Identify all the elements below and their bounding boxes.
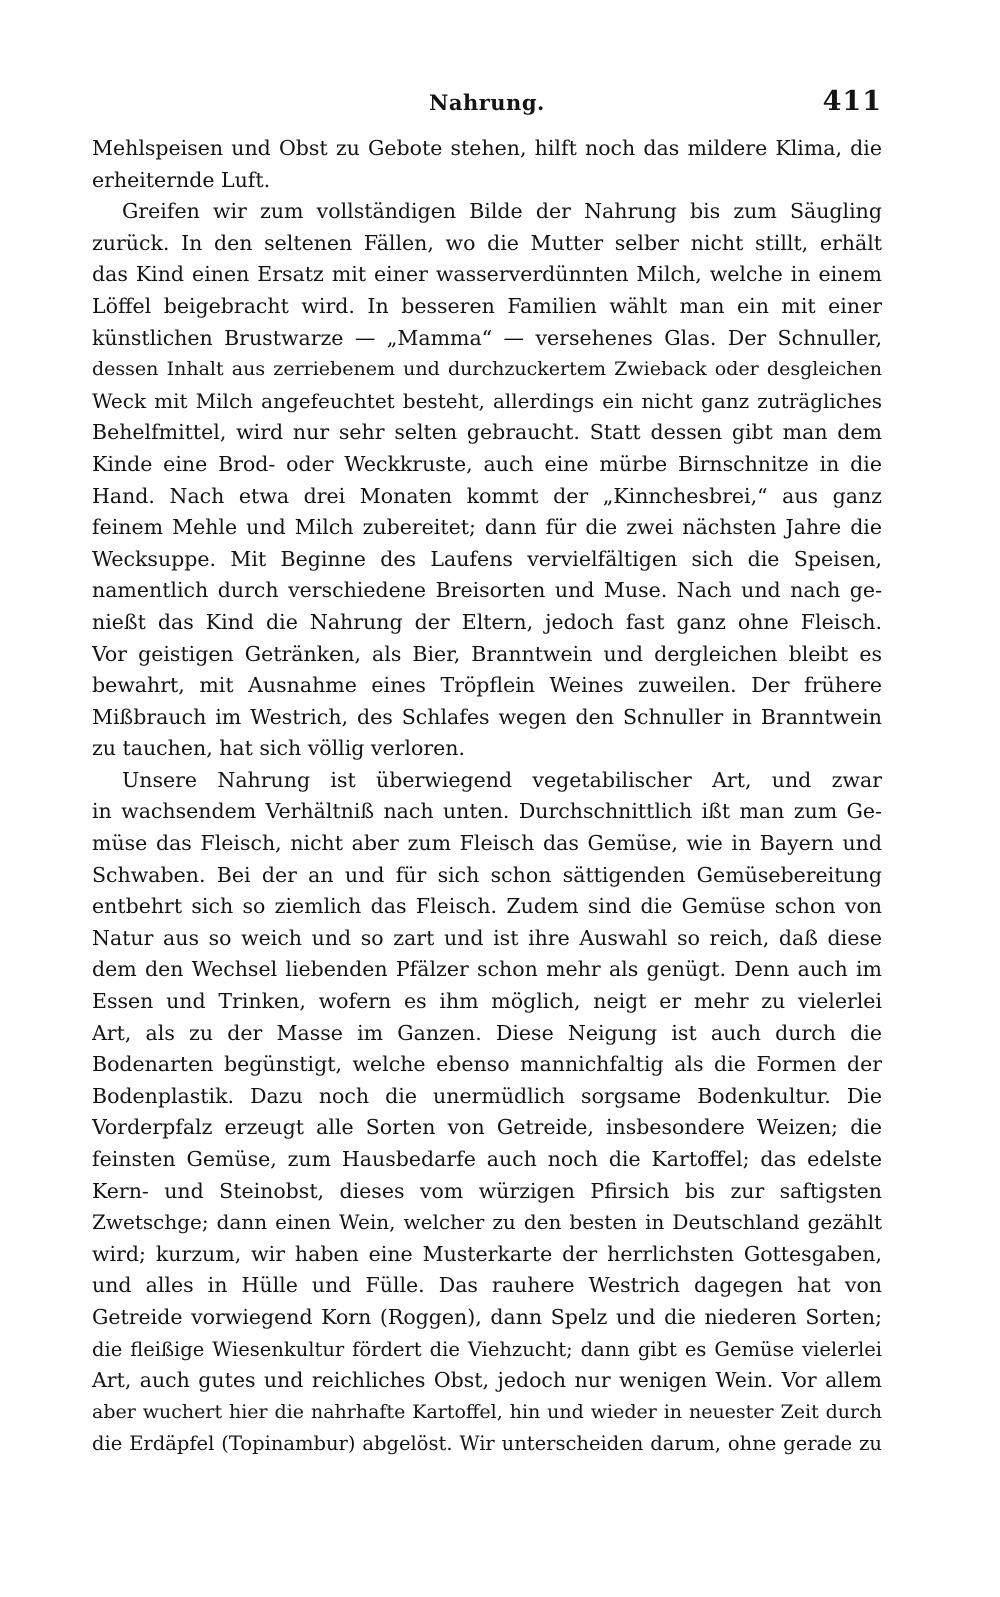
text-line: Essen und Trinken, wofern es ihm möglich, neigt er mehr zu vielerlei [92,989,882,1014]
text-line: Wecksuppe. Mit Beginne des Laufens vervielfältigen sich die Speisen, [92,546,882,571]
text-line: Art, als zu der Masse im Ganzen. Diese Neigung ist auch durch die [92,1020,882,1045]
text-line: Vorderpfalz erzeugt alle Sorten von Getreide, insbesondere Weizen; die [92,1115,882,1140]
text-line: Unsere Nahrung ist überwiegend vegetabilischer Art, und zwar [122,767,882,792]
text-line: wird; kurzum, wir haben eine Musterkarte der herrlichsten Gottesgaben, [92,1241,882,1266]
text-line: feinem Mehle und Milch zubereitet; dann für die zwei nächsten Jahre die [92,515,882,540]
text-line: namentlich durch verschiedene Breisorten und Muse. Nach und nach ge- [92,578,882,603]
text-line: künstlichen Brustwarze — „Mamma“ — versehenes Glas. Der Schnuller, [92,325,882,350]
text-line: müse das Fleisch, nicht aber zum Fleisch das Gemüse, wie in Bayern und [92,831,882,856]
text-line: Kern- und Steinobst, dieses vom würzigen Pfirsich bis zur saftigsten [92,1178,882,1203]
text-line: zurück. In den seltenen Fällen, wo die Mutter selber nicht stillt, erhält [92,230,882,255]
text-line: Art, auch gutes und reichliches Obst, jedoch nur wenigen Wein. Vor allem [92,1368,882,1393]
text-line: erheiternde Luft. [92,167,271,192]
text-line: Behelfmittel, wird nur sehr selten gebraucht. Statt dessen gibt man dem [92,420,882,445]
body-text [92,133,882,1460]
text-line: Greifen wir zum vollständigen Bilde der Nahrung bis zum Säugling [122,199,882,224]
text-line: Bodenarten begünstigt, welche ebenso mannichfaltig als die Formen der [92,1052,882,1077]
text-line: Getreide vorwiegend Korn (Roggen), dann Spelz und die niederen Sorten; [92,1304,882,1329]
text-line: in wachsendem Verhältniß nach unten. Durchschnittlich ißt man zum Ge- [92,799,882,824]
text-line: entbehrt sich so ziemlich das Fleisch. Zudem sind die Gemüse schon von [92,894,882,919]
text-line: Weck mit Milch angefeuchtet besteht, allerdings ein nicht ganz zuträgliches [92,388,882,413]
text-line: Zwetschge; dann einen Wein, welcher zu den besten in Deutschland gezählt [92,1210,882,1235]
running-title: Nahrung. [429,90,545,115]
text-line: Hand. Nach etwa drei Monaten kommt der „Kinnchesbrei,“ aus ganz [92,483,882,508]
running-head [92,86,882,122]
text-line: Mißbrauch im Westrich, des Schlafes wegen den Schnuller in Branntwein [92,704,882,729]
text-line: aber wuchert hier die nahrhafte Kartoffel, hin und wieder in neuester Zeit durch [92,1400,882,1423]
text-line: Löffel beigebracht wird. In besseren Familien wählt man ein mit einer [92,293,882,318]
text-line: bewahrt, mit Ausnahme eines Tröpflein Weines zuweilen. Der frühere [92,673,882,698]
text-line: Vor geistigen Getränken, als Bier, Branntwein und dergleichen bleibt es [92,641,882,666]
text-line: Kinde eine Brod- oder Weckkruste, auch eine mürbe Birnschnitze in die [92,451,882,476]
text-line: Natur aus so weich und so zart und ist ihre Auswahl so reich, daß diese [92,925,882,950]
text-line: feinsten Gemüse, zum Hausbedarfe auch noch die Kartoffel; das edelste [92,1147,882,1171]
text-line: die Erdäpfel (Topinambur) abgelöst. Wir unterscheiden darum, ohne gerade zu [92,1432,882,1456]
text-line: Schwaben. Bei der an und für sich schon sättigenden Gemüsebereitung [92,862,882,887]
text-line: die fleißige Wiesenkultur fördert die Viehzucht; dann gibt es Gemüse vielerlei [92,1337,882,1361]
text-line: dessen Inhalt aus zerriebenem und durchzuckertem Zwieback oder desgleichen [92,358,882,381]
text-line: zu tauchen, hat sich völlig verloren. [92,736,465,761]
text-line: und alles in Hülle und Fülle. Das rauhere Westrich dagegen hat von [92,1273,882,1298]
text-line: nießt das Kind die Nahrung der Eltern, jedoch fast ganz ohne Fleisch. [92,609,882,634]
text-line: das Kind einen Ersatz mit einer wasserverdünnten Milch, welche in einem [92,262,882,287]
text-line: dem den Wechsel liebenden Pfälzer schon mehr als genügt. Denn auch im [92,957,882,982]
page-number: 411 [822,86,882,117]
text-line: Bodenplastik. Dazu noch die unermüdlich sorgsame Bodenkultur. Die [92,1083,882,1108]
text-line: Mehlspeisen und Obst zu Gebote stehen, hilft noch das mildere Klima, die [92,136,882,160]
